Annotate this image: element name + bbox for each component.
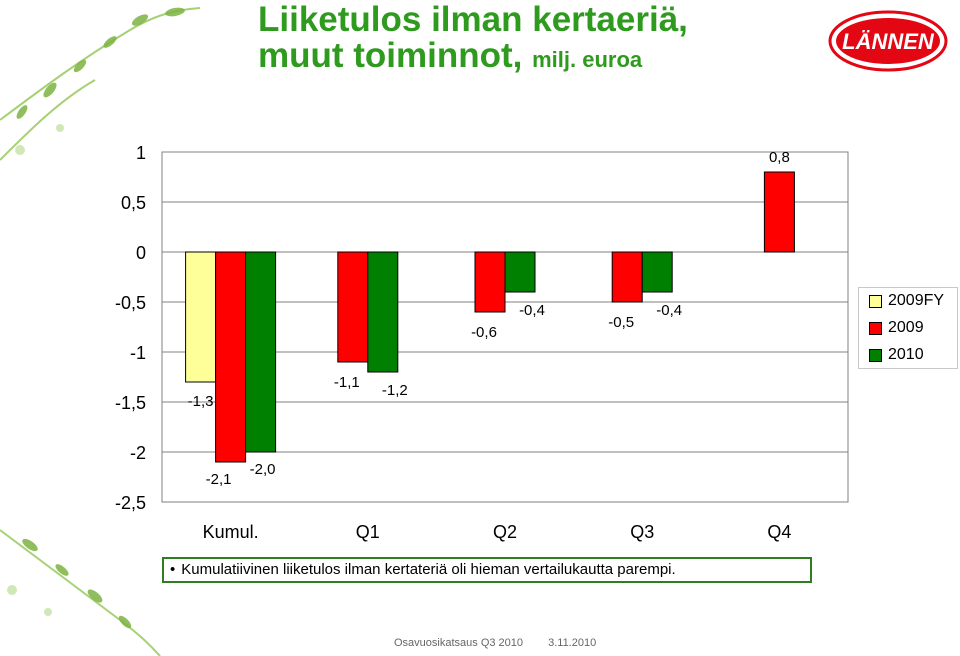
x-tick-label: Q2 [492,522,518,542]
data-label: -2,1 [205,471,232,488]
title-line-1: Liiketulos ilman kertaeriä, [258,0,688,39]
data-label: -0,4 [519,302,545,319]
data-label: -1,3 [187,393,214,410]
data-label: -0,5 [608,314,635,331]
bar-2009-q2 [475,252,505,312]
legend-label: 2009FY [888,292,945,309]
legend-item-2009fy [869,290,944,312]
title-line-2: muut toiminnot, [258,36,523,75]
note-bullet: • [170,561,176,578]
bar-2010-q1 [368,252,398,372]
y-tick-label: -2,5 [114,493,146,513]
logo-text: LÄNNEN [842,29,934,54]
note-text: Kumulatiivinen liiketulos ilman kertateriä oli hieman vertailukautta parempi. [181,561,676,578]
data-label: 0,8 [768,149,790,166]
bar-2009-kumul [216,252,246,462]
x-tick-label: Q1 [355,522,380,542]
footer-date: 3.11.2010 [548,637,597,649]
data-label: -0,6 [471,324,497,341]
bar-2010-q3 [642,252,672,292]
bar-2010-q2 [505,252,535,292]
y-tick-label: -0,5 [114,293,146,313]
plot-area [115,143,848,542]
y-tick-label: 1 [135,143,146,163]
bar-2009-q3 [612,252,642,302]
chart-legend [858,287,958,369]
legend-swatch [869,349,882,362]
legend-swatch [869,295,882,308]
y-tick-label: -1,5 [114,393,146,413]
data-label: -2,0 [249,461,276,478]
y-tick-label: 0,5 [120,193,146,213]
data-label: -1,2 [381,382,408,399]
footer-presentation: Osavuosikatsaus Q3 2010 [394,637,524,649]
bar-2009-q1 [338,252,368,362]
data-label: -1,1 [333,374,360,391]
y-tick-label: 0 [135,243,146,263]
x-tick-label: Q4 [767,522,792,542]
legend-item-2009 [869,317,924,339]
data-label: -0,4 [656,302,683,319]
y-tick-label: -1 [129,343,146,363]
bar-2009fy-kumul [186,252,216,382]
bar-2009-q4 [764,172,794,252]
legend-label: 2009 [888,319,924,336]
summary-note [162,557,812,583]
legend-item-2010 [869,344,924,366]
legend-swatch [869,322,882,335]
x-tick-label: Q3 [630,522,655,542]
bar-2010-kumul [246,252,276,452]
legend-label: 2010 [888,346,924,363]
x-tick-label: Kumul. [202,522,259,542]
title-unit: milj. euroa [532,47,643,72]
y-tick-label: -2 [129,443,146,463]
slide-footer [394,637,618,649]
